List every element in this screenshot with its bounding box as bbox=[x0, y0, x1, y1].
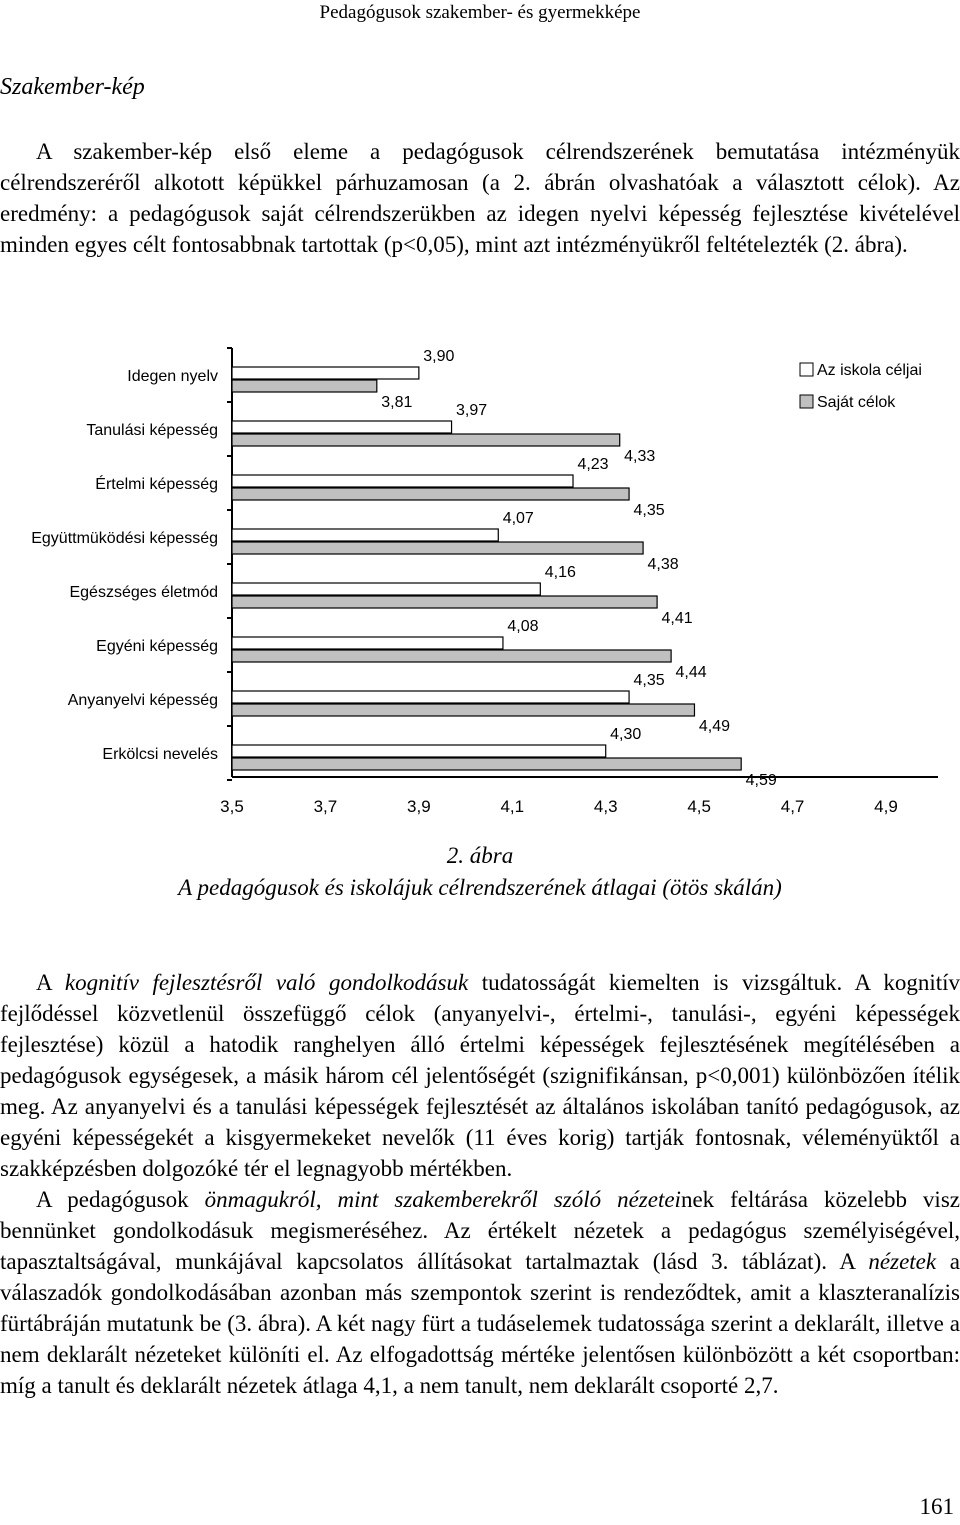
data-label: 4,33 bbox=[624, 448, 656, 465]
bar-sajat bbox=[232, 542, 643, 554]
italic-run: önmagukról, mint szakemberekről szóló nézetei bbox=[204, 1187, 681, 1212]
text-run: A pedagógusok bbox=[36, 1187, 205, 1212]
legend-label: Az iskola céljai bbox=[817, 362, 922, 379]
bar-iskola bbox=[232, 637, 503, 649]
category-label: Értelmi képesség bbox=[95, 476, 218, 493]
data-label: 4,49 bbox=[698, 718, 731, 735]
x-tick-label: 4,1 bbox=[500, 797, 525, 816]
page-number: 161 bbox=[919, 1494, 954, 1519]
data-label: 4,38 bbox=[647, 556, 679, 573]
bar-iskola bbox=[232, 691, 629, 703]
category-label: Együttmüködési képesség bbox=[31, 530, 218, 547]
text-run: A bbox=[36, 970, 65, 995]
bar-iskola bbox=[232, 475, 573, 487]
category-label: Egészséges életmód bbox=[69, 584, 218, 601]
legend-swatch bbox=[800, 395, 813, 408]
bar-chart bbox=[0, 340, 960, 830]
x-tick-label: 4,7 bbox=[780, 797, 805, 816]
data-label: 3,97 bbox=[455, 402, 488, 419]
text-run: a válaszadók gondolkodásában azonban más szempontok szerint is rendeződtek, amit a klaszteranalízis fürtábráján mutatunk be (3. ábra). A két nagy fürt a tudáselemek tudatossága szerint a deklarált, illetve a nem deklarált nézeteket különíti el. Az elfogadottság mértéke jelentősen különbözött a két csoportban: míg a tanult és deklarált nézetek átlaga 4,1, a nem tanult, nem deklarált csoporté 2,7. bbox=[0, 1249, 960, 1398]
category-label: Anyanyelvi képesség bbox=[67, 692, 218, 709]
data-label: 3,90 bbox=[423, 348, 455, 365]
bar-sajat bbox=[232, 758, 741, 770]
figure-caption bbox=[0, 840, 960, 904]
bar-sajat bbox=[232, 704, 694, 716]
x-tick-label: 3,9 bbox=[407, 797, 431, 816]
data-label: 4,08 bbox=[507, 618, 539, 635]
bar-iskola bbox=[232, 745, 606, 757]
data-label: 4,35 bbox=[633, 672, 665, 689]
legend-label: Saját célok bbox=[817, 394, 896, 411]
data-label: 3,81 bbox=[381, 394, 413, 411]
x-tick-label: 3,7 bbox=[313, 797, 338, 816]
text-run: tudatosságát kiemelten is vizsgáltuk. A kognitív fejlődéssel közvetlenül összefüggő célok (anyanyelvi-, értelmi-, tanulási-, egyéni képességek fejlesztése) közül a hatodik ranghelyen álló értelmi képességek fejlesztésének megítélésében a pedagógusok egységesek, a másik három cél jelentőségét (szignifikánsan, p<0,001) különbözően ítélik meg. Az anyanyelvi és a tanulási képességek fejlesztését az általános iskolában tanító pedagógusok, az egyéni képességekét a kisgyermekeket nevelők (11 éves korig) tartják fontosnak, véleményüktől a szakképzésben dolgozóké tér el legnagyobb mértékben. bbox=[0, 970, 960, 1181]
bar-iskola bbox=[232, 529, 498, 541]
x-tick-label: 3,5 bbox=[220, 797, 244, 816]
figure-number: 2. ábra bbox=[446, 843, 514, 868]
running-header: Pedagógusok szakember- és gyermekképe bbox=[319, 2, 641, 23]
data-label: 4,07 bbox=[502, 510, 534, 527]
x-tick-label: 4,3 bbox=[593, 797, 618, 816]
data-label: 4,16 bbox=[544, 564, 576, 581]
bar-sajat bbox=[232, 650, 671, 662]
italic-run: nézetek bbox=[868, 1249, 937, 1274]
section-title: Szakember-kép bbox=[0, 74, 145, 100]
italic-run: kognitív fejlesztésről való gondolkodásuk bbox=[64, 970, 469, 995]
chart-svg bbox=[0, 340, 960, 830]
paragraph-intro bbox=[0, 136, 960, 260]
bar-sajat bbox=[232, 488, 629, 500]
x-tick-label: 4,5 bbox=[687, 797, 711, 816]
data-label: 4,59 bbox=[745, 772, 777, 789]
paragraph-2b bbox=[0, 1184, 960, 1401]
bar-iskola bbox=[232, 367, 419, 379]
bar-iskola bbox=[232, 583, 540, 595]
paragraph-1-text: A szakember-kép első eleme a pedagógusok célrendszerének bemutatása intézményük célrendszeréről alkotott képükkel párhuzamosan (a 2. ábrán olvashatóak a választott célok). Az eredmény: a pedagógusok saját célrendszerükben az idegen nyelvi képesség fejlesztése kivételével minden egyes célt fontosabbnak tartottak (p<0,05), mint azt intézményükről feltételezték (2. ábra). bbox=[0, 139, 960, 257]
data-label: 4,23 bbox=[577, 456, 609, 473]
bar-sajat bbox=[232, 596, 657, 608]
text-run: nek feltárása közelebb visz bennünket gondolkodásuk megismeréséhez. Az értékelt nézetek a pedagógus személyiségével, tapasztaltságával, munkájával kapcsolatos állításokat tartalmaztak (lásd 3. táblázat). A bbox=[0, 1187, 960, 1274]
legend-swatch bbox=[800, 363, 813, 376]
paragraph-2a bbox=[0, 967, 960, 1184]
data-label: 4,41 bbox=[661, 610, 693, 627]
paragraph-body bbox=[0, 967, 960, 1401]
data-label: 4,44 bbox=[675, 664, 707, 681]
data-label: 4,35 bbox=[633, 502, 665, 519]
category-label: Tanulási képesség bbox=[86, 422, 218, 439]
x-tick-label: 4,9 bbox=[874, 797, 898, 816]
bar-iskola bbox=[232, 421, 452, 433]
bar-sajat bbox=[232, 434, 620, 446]
data-label: 4,30 bbox=[610, 726, 642, 743]
bar-sajat bbox=[232, 380, 377, 392]
category-label: Egyéni képesség bbox=[96, 638, 218, 655]
category-label: Idegen nyelv bbox=[127, 368, 218, 385]
category-label: Erkölcsi nevelés bbox=[102, 746, 218, 763]
figure-title: A pedagógusok és iskolájuk célrendszerének átlagai (ötös skálán) bbox=[178, 875, 782, 900]
